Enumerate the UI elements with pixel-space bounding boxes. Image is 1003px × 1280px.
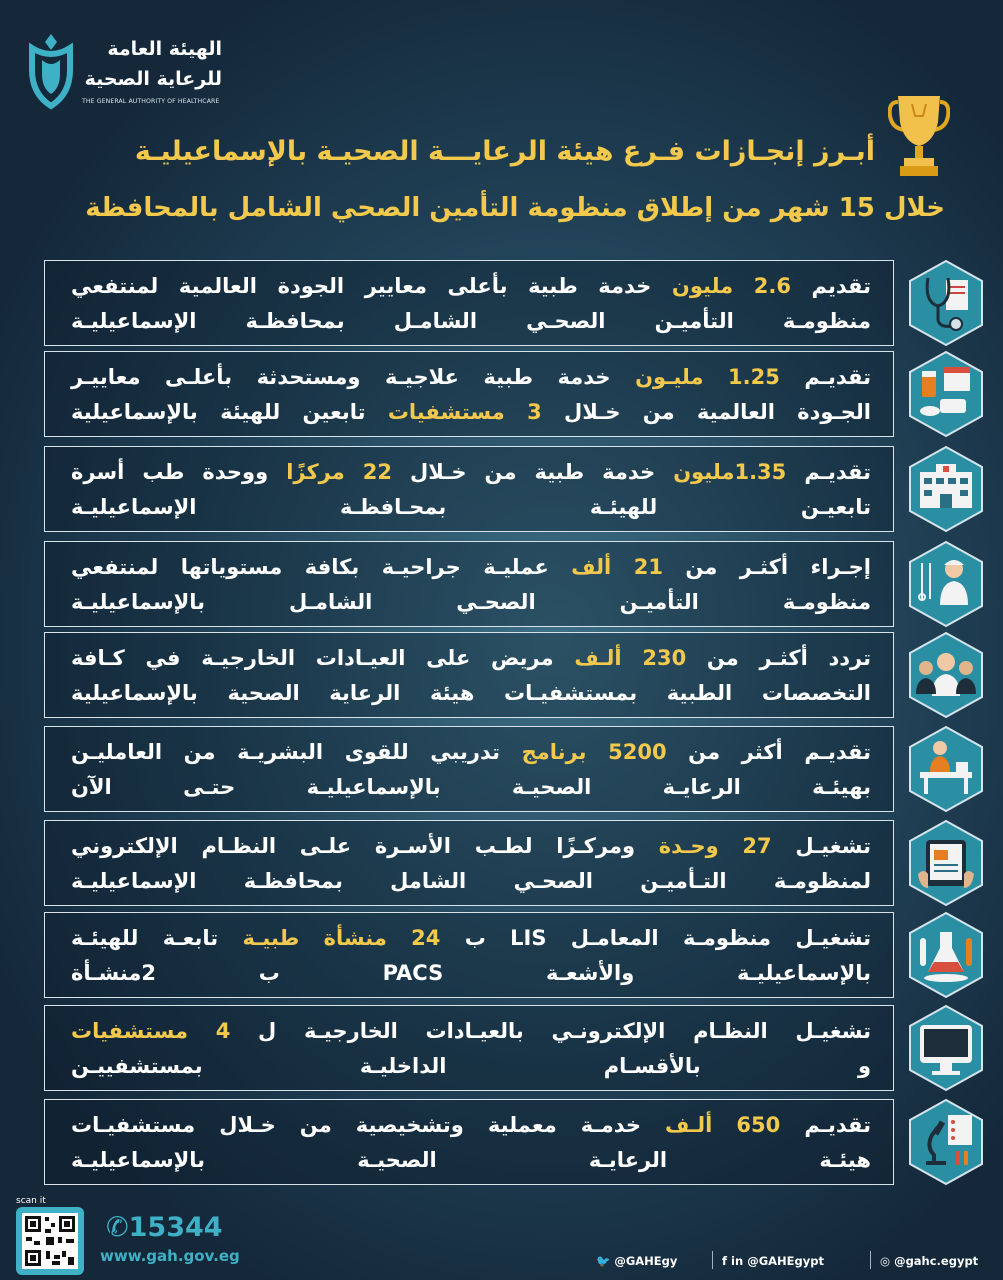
hotline[interactable] xyxy=(106,1212,223,1243)
text-part: تردد أكثـر من xyxy=(686,646,871,670)
text-part: تقديـم xyxy=(780,1113,871,1137)
text-part: لمنظومـة التـأميـن الصحـي الشامل بمحافظـة الإسماعيليـة xyxy=(71,869,871,893)
achievement-card xyxy=(44,632,894,718)
hotline-number: 15344 xyxy=(128,1212,223,1243)
text-part: بهيئـة الرعايـة الصحيـة بالإسماعيليـة حتـى الآن xyxy=(71,775,871,799)
achievement-card xyxy=(44,820,894,906)
gah-emblem-icon xyxy=(22,30,80,110)
achievement-text xyxy=(71,269,871,339)
achievement-line-2 xyxy=(71,1143,871,1178)
achievement-row xyxy=(44,260,986,346)
highlight-text: 5200 برنامج xyxy=(521,740,667,764)
trainer-desk-icon xyxy=(906,724,986,814)
achievement-line-1 xyxy=(71,829,871,864)
surgeon-tools-icon xyxy=(906,539,986,629)
stethoscope-clipboard-icon xyxy=(906,258,986,348)
achievement-card xyxy=(44,446,894,532)
phone-icon: ✆ xyxy=(106,1212,129,1243)
highlight-text: 3 مستشفيات xyxy=(387,400,542,424)
pills-calendar-icon xyxy=(906,349,986,439)
text-part: بالإسماعيليـة والأشعـة PACS ب 2منشـأة xyxy=(71,961,871,985)
achievement-text xyxy=(71,1108,871,1178)
text-part: عمليـة جراحيـة بكافة مستوياتها لمنتفعي xyxy=(71,555,572,579)
achievement-line-1 xyxy=(71,360,871,395)
qr-code-icon[interactable] xyxy=(16,1207,84,1275)
website-link[interactable]: www.gah.gov.eg xyxy=(100,1247,240,1265)
achievement-text xyxy=(71,735,871,805)
text-part: ووحدة طب أسرة xyxy=(71,460,287,484)
achievement-card xyxy=(44,912,894,998)
achievement-line-1 xyxy=(71,1108,871,1143)
achievement-text xyxy=(71,360,871,430)
achievement-line-1 xyxy=(71,269,871,304)
achievement-text xyxy=(71,921,871,991)
achievement-line-2 xyxy=(71,490,871,525)
text-part: تقديـم أكثر من xyxy=(666,740,871,764)
facebook-icon: f xyxy=(722,1254,728,1268)
text-part: خدمة طبية بأعلى معايير الجودة العالمية لمنتفعي xyxy=(71,274,672,298)
text-part: منظومـة التأميـن الصحـي الشامـل بمحافظـة الإسماعيليـة xyxy=(71,309,871,333)
achievement-line-2 xyxy=(71,585,871,620)
highlight-text: 1.35مليون xyxy=(673,460,787,484)
text-part: تابعيـن للهيئـة بمحـافظـة الإسماعيليـة xyxy=(71,495,871,519)
logo-name-en: THE GENERAL AUTHORITY OF HEALTHCARE xyxy=(82,98,220,105)
highlight-text: 24 منشأة طبيـة xyxy=(242,926,441,950)
logo-name-ar-2: للرعاية الصحية xyxy=(84,68,222,90)
achievement-row xyxy=(44,446,986,532)
text-part: تشغيـل النظـام الإلكترونـي بالعيـادات الخارجيـة ل xyxy=(230,1019,871,1043)
divider xyxy=(712,1251,713,1269)
achievement-row xyxy=(44,726,986,812)
achievement-line-1 xyxy=(71,735,871,770)
achievement-line-1 xyxy=(71,550,871,585)
achievement-card xyxy=(44,541,894,627)
twitter-handle[interactable] xyxy=(596,1254,677,1268)
highlight-text: 4 مستشفيات xyxy=(71,1019,231,1043)
scan-label: scan it xyxy=(16,1196,46,1206)
text-part: التخصصات الطبية بمستشفيـات هيئة الرعاية الصحية بالإسماعيلية xyxy=(71,681,871,705)
achievement-row xyxy=(44,820,986,906)
text-part: تقديـم xyxy=(786,460,871,484)
achievement-line-1 xyxy=(71,921,871,956)
text-part: و بالأقسـام الداخليـة بمستشفييـن xyxy=(71,1054,871,1078)
tablet-hands-icon xyxy=(906,818,986,908)
facebook-linkedin-handle[interactable] xyxy=(722,1254,824,1268)
divider xyxy=(870,1251,871,1269)
highlight-text: 1.25 مليـون xyxy=(635,365,780,389)
gah-logo xyxy=(22,30,222,110)
highlight-text: 22 مركزًا xyxy=(286,460,392,484)
text-part: تابعـة للهيئـة xyxy=(71,926,243,950)
instagram-icon: ◎ xyxy=(880,1254,891,1268)
twitter-handle-text: @GAHEgy xyxy=(614,1254,678,1268)
text-part: تشغيـل منظومـة المعامـل LIS ب xyxy=(440,926,871,950)
highlight-text: 21 ألف xyxy=(571,555,663,579)
achievement-text xyxy=(71,550,871,620)
linkedin-icon: in xyxy=(731,1254,744,1268)
achievement-card xyxy=(44,726,894,812)
text-part: تابعين للهيئة بالإسماعيلية xyxy=(71,400,388,424)
text-part: خدمـة معملية وتشخيصية من خـلال مستشفيـات xyxy=(71,1113,666,1137)
achievement-row xyxy=(44,632,986,718)
achievement-line-2 xyxy=(71,770,871,805)
headline-title-2: خلال 15 شهر من إطلاق منظومة التأمين الصحي الشامل بالمحافظة xyxy=(85,193,945,223)
instagram-handle[interactable] xyxy=(880,1254,978,1268)
highlight-text: 230 ألـف xyxy=(574,646,687,670)
text-part: منظومـة التأميـن الصحـي الشامـل بالإسماعيليـة xyxy=(71,590,871,614)
lab-flask-icon xyxy=(906,910,986,1000)
text-part: إجـراء أكثـر من xyxy=(662,555,871,579)
achievement-card xyxy=(44,260,894,346)
highlight-text: 2.6 مليون xyxy=(671,274,791,298)
achievement-line-1 xyxy=(71,641,871,676)
achievement-line-2 xyxy=(71,676,871,711)
achievement-line-2 xyxy=(71,304,871,339)
achievement-row xyxy=(44,1099,986,1185)
headline-title-1: أبـرز إنجـازات فـرع هيئة الرعايـــة الصحيـة بالإسماعيليـة xyxy=(134,136,875,167)
achievement-row xyxy=(44,541,986,627)
achievement-line-2 xyxy=(71,864,871,899)
hospital-building-icon xyxy=(906,444,986,534)
achievement-text xyxy=(71,641,871,711)
text-part: خدمة طبية علاجيـة ومستحدثة بأعلـى معاييـر xyxy=(71,365,636,389)
microscope-checklist-icon xyxy=(906,1097,986,1187)
logo-name-ar-1: الهيئة العامة xyxy=(107,38,222,60)
trophy-icon xyxy=(888,92,950,178)
text-part: ومركـزًا لطـب الأسـرة علـى النظـام الإلكتروني xyxy=(71,834,659,858)
text-part: تدريبي للقوى البشريـة من العامليـن xyxy=(71,740,522,764)
achievement-card xyxy=(44,351,894,437)
achievement-row xyxy=(44,1005,986,1091)
highlight-text: 650 ألـف xyxy=(665,1113,781,1137)
facebook-linkedin-text: @GAHEgypt xyxy=(747,1254,824,1268)
achievement-line-2 xyxy=(71,1049,871,1084)
achievement-card xyxy=(44,1099,894,1185)
text-part: مريض على العيـادات الخارجيـة في كـافة xyxy=(71,646,575,670)
text-part: هيئـة الرعايـة الصحيـة بالإسماعيليـة xyxy=(71,1148,871,1172)
achievement-line-2 xyxy=(71,956,871,991)
text-part: تشغيـل xyxy=(771,834,871,858)
achievement-line-1 xyxy=(71,1014,871,1049)
achievement-row xyxy=(44,351,986,437)
monitor-icon xyxy=(906,1003,986,1093)
achievement-line-2 xyxy=(71,395,871,430)
medical-staff-icon xyxy=(906,630,986,720)
text-part: تقديم xyxy=(790,274,872,298)
achievement-line-1 xyxy=(71,455,871,490)
twitter-icon: 🐦 xyxy=(596,1254,611,1268)
text-part: الجـودة العالمية من خـلال xyxy=(541,400,871,424)
achievement-text xyxy=(71,455,871,525)
achievement-text xyxy=(71,829,871,899)
achievement-card xyxy=(44,1005,894,1091)
achievement-text xyxy=(71,1014,871,1084)
text-part: خدمة طبية من خـلال xyxy=(392,460,674,484)
achievement-row xyxy=(44,912,986,998)
text-part: تقديـم xyxy=(779,365,871,389)
highlight-text: 27 وحـدة xyxy=(658,834,772,858)
instagram-text: @gahc.egypt xyxy=(894,1254,979,1268)
